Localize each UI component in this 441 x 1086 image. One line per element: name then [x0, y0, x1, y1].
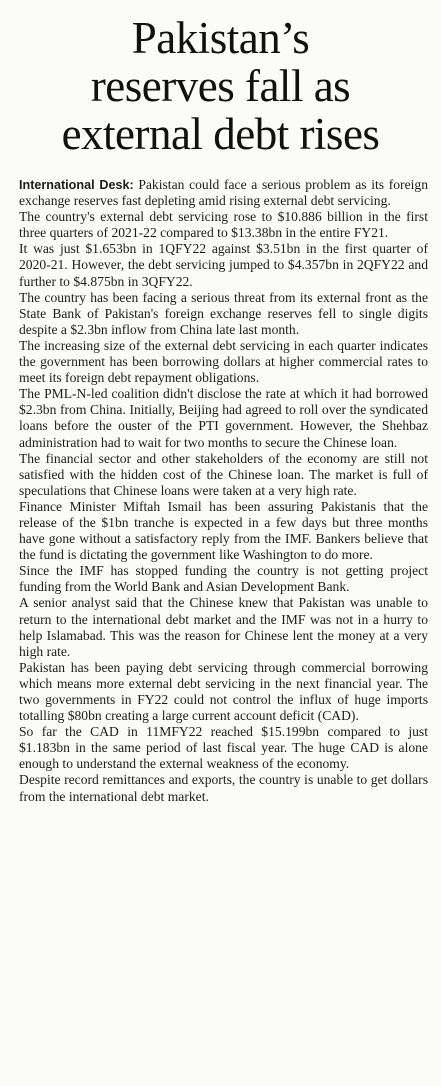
paragraph-12: Despite record remittances and exports, the country is unable to get dollars from the international debt market. — [19, 772, 428, 804]
paragraph-4: The increasing size of the external debt servicing in each quarter indicates the government has been borrowing dollars at higher commercial rates to meet its foreign debt repayment obligations. — [19, 337, 428, 386]
paragraph-9: A senior analyst said that the Chinese knew that Pakistan was unable to return to the international debt market and the IMF was not in a hurry to help Islamabad. This was the reason for Chinese lent the money at a very high rate. — [19, 595, 428, 659]
lead-paragraph — [19, 177, 428, 209]
headline-line-2: reserves fall as — [90, 61, 351, 111]
paragraph-6: The financial sector and other stakeholders of the economy are still not satisfied with the hidden cost of the Chinese loan. The market is full of speculations that Chinese loans were taken at a very high rate. — [19, 450, 428, 498]
paragraph-5: The PML-N-led coalition didn't disclose the rate at which it had borrowed $2.3bn from China. Initially, Beijing had agreed to roll over the syndicated loans before the ouster of the PTI government. However, the Shehbaz administration had to wait for two months to secure the Chinese loan. — [19, 386, 428, 450]
lead-text: Pakistan could face a serious problem as its foreign exchange reserves fast depleting amid rising external debt servicing. — [19, 177, 428, 209]
paragraph-11: So far the CAD in 11MFY22 reached $15.199bn compared to just $1.183bn in the same period of last fiscal year. The huge CAD is alone enough to understand the external weakness of the economy. — [19, 724, 428, 772]
byline: International Desk: — [19, 178, 134, 192]
headline-line-1: Pakistan’s — [131, 13, 310, 63]
paragraph-1: The country's external debt servicing rose to $10.886 billion in the first three quarters of 2021-22 compared to $13.38bn in the entire FY21. — [19, 209, 428, 241]
article-body — [19, 177, 428, 805]
paragraph-7: Finance Minister Miftah Ismail has been assuring Pakistanis that the release of the $1bn tranche is expected in a few days but three months have gone without a satisfactory reply from the IMF. Bankers believe that the fund is dictating the government like Washington to do more. — [19, 498, 428, 563]
headline-line-3: external debt rises — [61, 109, 380, 159]
paragraph-10: Pakistan has been paying debt servicing through commercial borrowing which means more external debt servicing in the next financial year. The two governments in FY22 could not control the influx of huge imports totalling $80bn creating a large current account deficit (CAD). — [19, 659, 428, 724]
headline — [0, 0, 441, 158]
paragraph-3: The country has been facing a serious threat from its external front as the State Bank of Pakistan's foreign exchange reserves fell to single digits despite a $2.3bn inflow from China late last month. — [19, 289, 428, 337]
paragraph-2: It was just $1.653bn in 1QFY22 against $3.51bn in the first quarter of 2020-21. However, the debt servicing jumped to $4.357bn in 2QFY22 and further to $4.875bn in 3QFY22. — [19, 241, 428, 289]
paragraph-8: Since the IMF has stopped funding the country is not getting project funding from the World Bank and Asian Development Bank. — [19, 563, 428, 595]
